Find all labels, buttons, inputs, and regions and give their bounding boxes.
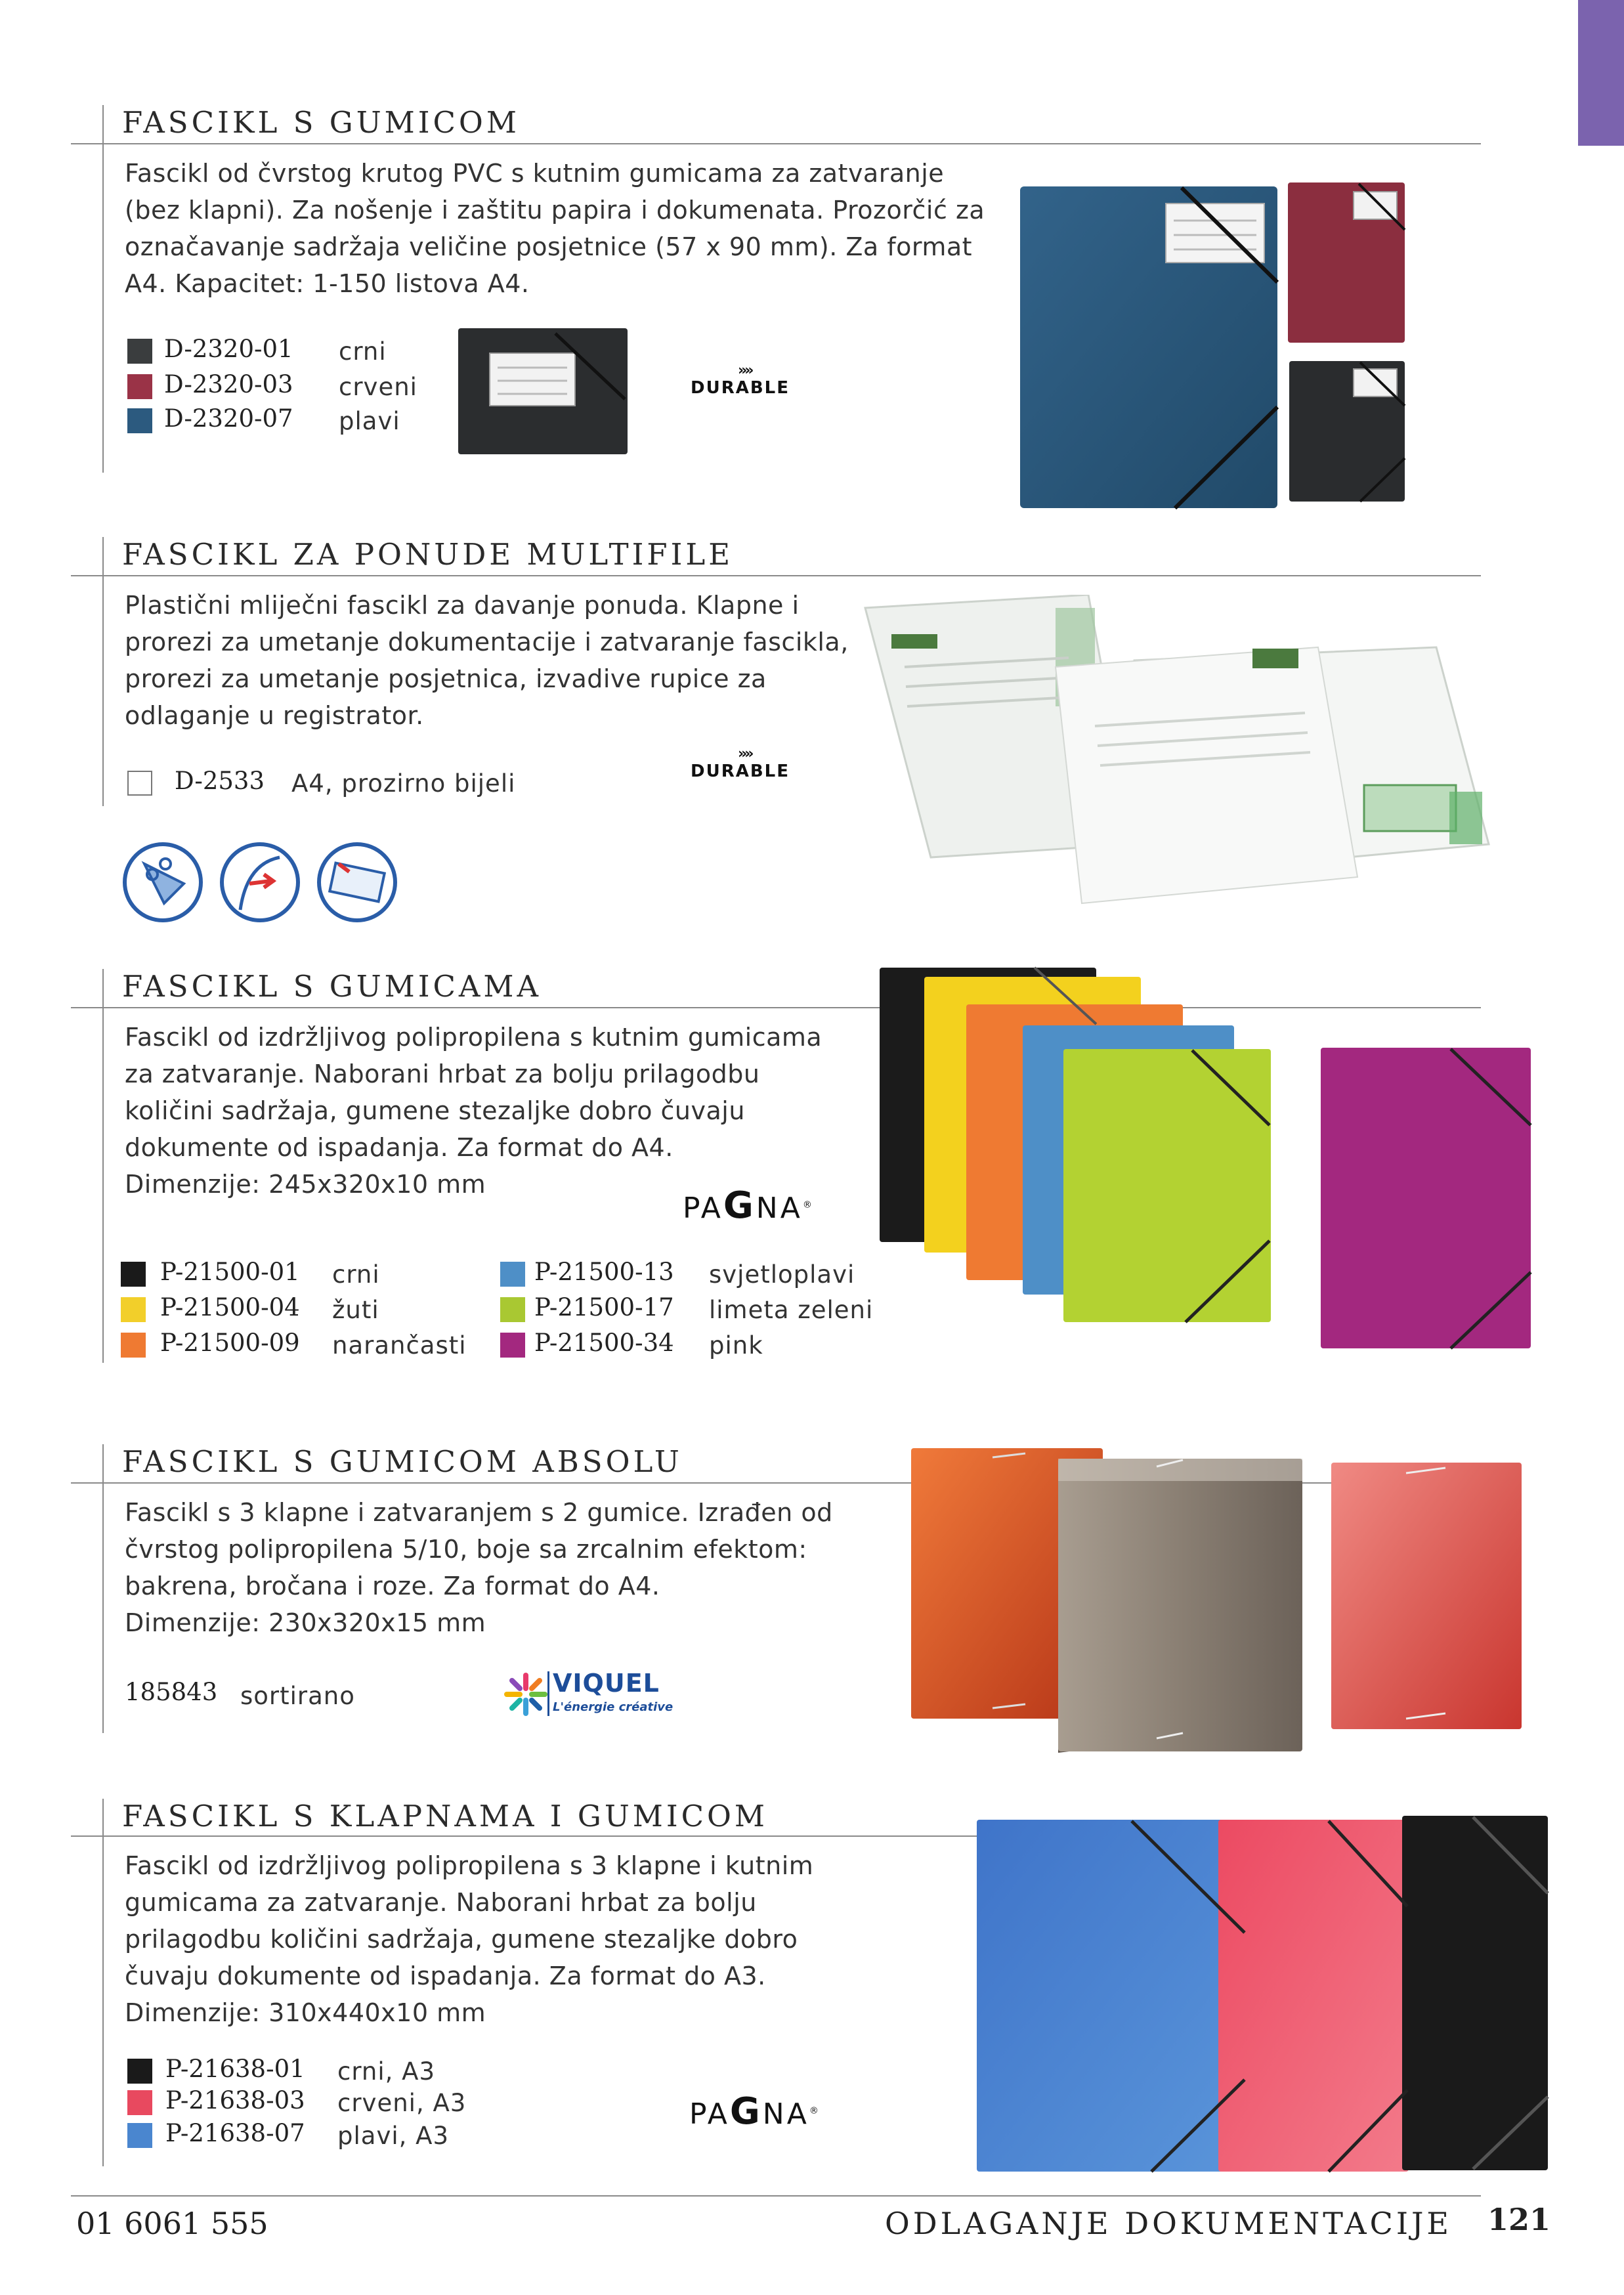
product-code: D-2320-07 [164,404,293,433]
color-swatch-pink [500,1333,525,1358]
section-side-rule [102,969,104,1363]
product-color-name: pink [709,1331,763,1360]
brand-logo-durable: »» DURABLE [691,746,790,781]
color-swatch-white [127,771,152,796]
color-swatch-orange [121,1333,146,1358]
section-side-rule [102,105,104,473]
brand-logo-viquel: VIQUEL [553,1669,660,1698]
color-swatch-blue [127,408,152,433]
section-side-rule [102,537,104,806]
product-code: P-21500-17 [534,1293,674,1321]
color-swatch-light-blue [500,1262,525,1287]
product-color-name: crveni [339,373,417,401]
section-divider [71,575,1481,576]
color-swatch-lime [500,1297,525,1322]
viquel-star-icon [503,1671,549,1717]
product-code: P-21500-34 [534,1329,674,1357]
color-swatch-red [127,2090,152,2115]
brand-logo-pagna: PAGNA® [683,1184,815,1227]
product-image-a3-folders [974,1814,1549,2174]
section-title-absolu: FASCIKL S GUMICOM ABSOLU [122,1444,683,1479]
product-image-red-folder [1287,181,1406,344]
color-swatch-black [121,1262,146,1287]
viquel-divider [547,1671,549,1716]
section-title-fascikl-za-ponude: FASCIKL ZA PONUDE MULTIFILE [122,537,734,572]
section-divider [71,143,1481,144]
brand-logo-pagna: PAGNA® [689,2090,821,2133]
brand-logo-durable: »» DURABLE [691,362,790,398]
product-code: P-21500-04 [160,1293,300,1321]
product-color-name: narančasti [332,1331,467,1360]
feature-icons [118,838,403,928]
product-code: P-21500-09 [160,1329,300,1357]
product-code: P-21638-03 [165,2086,305,2114]
product-code: D-2320-01 [164,335,293,363]
footer-section-title: ODLAGANJE DOKUMENTACIJE [885,2206,1453,2241]
product-code: D-2320-03 [164,370,293,398]
product-image-colored-folders-stack [877,965,1271,1323]
product-color-name: svjetloplavi [709,1260,855,1289]
product-color-name: crni [332,1260,380,1289]
insert-slot-icon [222,844,298,920]
product-code: P-21500-13 [534,1258,674,1286]
product-color-name: plavi, A3 [337,2122,449,2150]
product-image-absolu-folders [907,1447,1528,1755]
product-color-name: crni, A3 [337,2057,436,2086]
section-description: Fascikl od izdržljivog polipropilena s kutnim gumicama za zatvaranje. Naborani hrbat za bolju prilagodbu količini sadržaja, gumene stezaljke dobro čuvaju dokumente od ispadanja. Za format do A4. Dimenzije: 245x320x10 mm [125,1023,823,1199]
business-card-icon [319,844,395,920]
product-image-black-folder-small [457,327,629,456]
color-swatch-black [127,339,152,364]
color-swatch-blue [127,2123,152,2148]
product-color-name: limeta zeleni [709,1296,874,1324]
footer-phone: 01 6061 555 [76,2206,268,2241]
product-code: 185843 [125,1678,218,1706]
product-code: D-2533 [175,767,265,795]
section-side-rule [102,1799,104,2166]
product-image-multifile-folder [859,595,1515,907]
color-swatch-yellow [121,1297,146,1322]
product-code: P-21500-01 [160,1258,300,1286]
section-description: Plastični mliječni fascikl za davanje ponuda. Klapne i prorezi za umetanje dokumentacije i zatvaranje fascikla, prorezi za umetanje posjetnica, izvadive rupice za odlaganje u registrator. [125,591,849,730]
product-color-name: crni [339,337,387,366]
product-code: P-21638-01 [165,2055,305,2083]
product-image-blue-folder [1017,184,1280,511]
section-side-rule [102,1444,104,1733]
product-image-pink-folder [1319,1046,1532,1350]
section-description: Fascikl od izdržljivog polipropilena s 3 klapne i kutnim gumicama za zatvaranje. Naborani hrbat za bolju prilagodbu količini sadržaja, gumene stezaljke dobro čuvaju dokumente od ispadanja. Za format do A3. Dimenzije: 310x440x10 mm [125,1851,814,2027]
section-description: Fascikl od čvrstog krutog PVC s kutnim gumicama za zatvaranje (bez klapni). Za nošenje i zaštitu papira i dokumenata. Prozorčić za označavanje sadržaja veličine posjetnice (57 x 90 mm). Za format A4. Kapacitet: 1-150 listova A4. [125,159,985,298]
page-number: 121 [1487,2202,1551,2237]
product-color-name: sortirano [240,1682,355,1710]
brand-tagline: L'énergie créative [553,1700,673,1714]
section-description: Fascikl s 3 klapne i zatvaranjem s 2 gumice. Izrađen od čvrstog polipropilena 5/10, boje sa zrcalnim efektom: bakrena, bročana i roze. Za format do A4. Dimenzije: 230x320x15 mm [125,1498,833,1637]
product-color-name: A4, prozirno bijeli [291,769,516,798]
section-title-fascikl-s-gumicama: FASCIKL S GUMICAMA [122,969,542,1004]
product-image-black-folder [1288,360,1406,503]
color-swatch-red [127,374,152,399]
color-swatch-black [127,2059,152,2084]
product-color-name: žuti [332,1296,379,1324]
chapter-tab [1578,0,1624,146]
section-title-klapnama: FASCIKL S KLAPNAMA I GUMICOM [122,1799,769,1834]
product-color-name: plavi [339,407,400,435]
footer-divider [71,2195,1481,2197]
product-color-name: crveni, A3 [337,2089,467,2117]
product-code: P-21638-07 [165,2119,305,2147]
binder-rings-icon [125,844,201,920]
section-title-fascikl-s-gumicom: FASCIKL S GUMICOM [122,105,520,140]
